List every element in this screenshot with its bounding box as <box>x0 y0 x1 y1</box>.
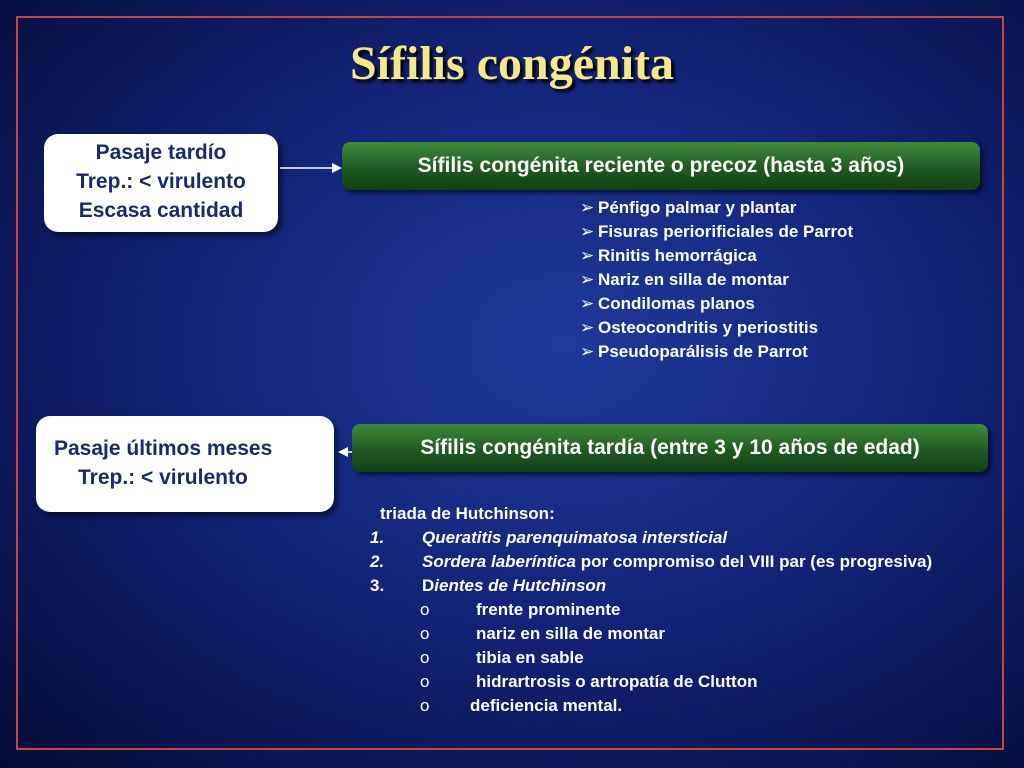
box2-line1: Pasaje últimos meses <box>54 437 273 460</box>
sub-list-item: o tibia en sable <box>370 646 932 670</box>
list-item: ➢ Pseudoparálisis de Parrot <box>580 340 853 364</box>
sub-list-item: o frente prominente <box>370 598 932 622</box>
late-transmission-box <box>36 416 334 512</box>
list-item: ➢ Rinitis hemorrágica <box>580 244 853 268</box>
arrowhead-bullet-icon: ➢ <box>580 318 595 337</box>
early-transmission-box <box>44 134 278 232</box>
arrow-right-icon <box>280 158 344 178</box>
slide-title: Sífilis congénita <box>349 37 675 90</box>
bar1-label: Sífilis congénita reciente o precoz (hasta 3 años) <box>417 154 905 177</box>
arrowhead-bullet-icon: ➢ <box>580 246 595 265</box>
circle-bullet-icon: o <box>420 696 430 715</box>
list-item: 3. Dientes de Hutchinson <box>370 576 607 595</box>
hutchinson-heading: triada de Hutchinson: <box>380 504 555 523</box>
arrowhead-bullet-icon: ➢ <box>580 270 595 289</box>
list-item: 2. Sordera laberíntica por compromiso del VIII par (es progresiva) <box>370 552 933 571</box>
list-item: ➢ Pénfigo palmar y plantar <box>580 196 853 220</box>
arrowhead-bullet-icon: ➢ <box>580 222 595 241</box>
circle-bullet-icon: o <box>420 600 430 619</box>
list-item: 1. Queratitis parenquimatosa intersticial <box>370 528 728 547</box>
box2-line2: Trep.: < virulento <box>78 466 248 489</box>
box1-line1: Pasaje tardío <box>95 141 227 164</box>
sub-list-item: o deficiencia mental. <box>370 694 932 718</box>
hutchinson-list <box>370 502 932 718</box>
late-congenital-bar <box>352 424 988 472</box>
sub-list-item: o nariz en silla de montar <box>370 622 932 646</box>
box1-line2: Trep.: < virulento <box>76 170 246 193</box>
bar2-label: Sífilis congénita tardía (entre 3 y 10 años de edad) <box>420 436 920 459</box>
sub-list-item: o hidrartrosis o artropatía de Clutton <box>370 670 932 694</box>
list-item: ➢ Fisuras periorificiales de Parrot <box>580 220 853 244</box>
box1-line3: Escasa cantidad <box>78 199 244 222</box>
arrowhead-bullet-icon: ➢ <box>580 198 595 217</box>
circle-bullet-icon: o <box>420 672 430 691</box>
arrowhead-bullet-icon: ➢ <box>580 342 595 361</box>
circle-bullet-icon: o <box>420 624 430 643</box>
circle-bullet-icon: o <box>420 648 430 667</box>
list-item: ➢ Condilomas planos <box>580 292 853 316</box>
early-signs-list <box>580 196 853 364</box>
early-congenital-bar <box>342 142 980 190</box>
arrowhead-bullet-icon: ➢ <box>580 294 595 313</box>
list-item: ➢ Nariz en silla de montar <box>580 268 853 292</box>
list-item: ➢ Osteocondritis y periostitis <box>580 316 853 340</box>
